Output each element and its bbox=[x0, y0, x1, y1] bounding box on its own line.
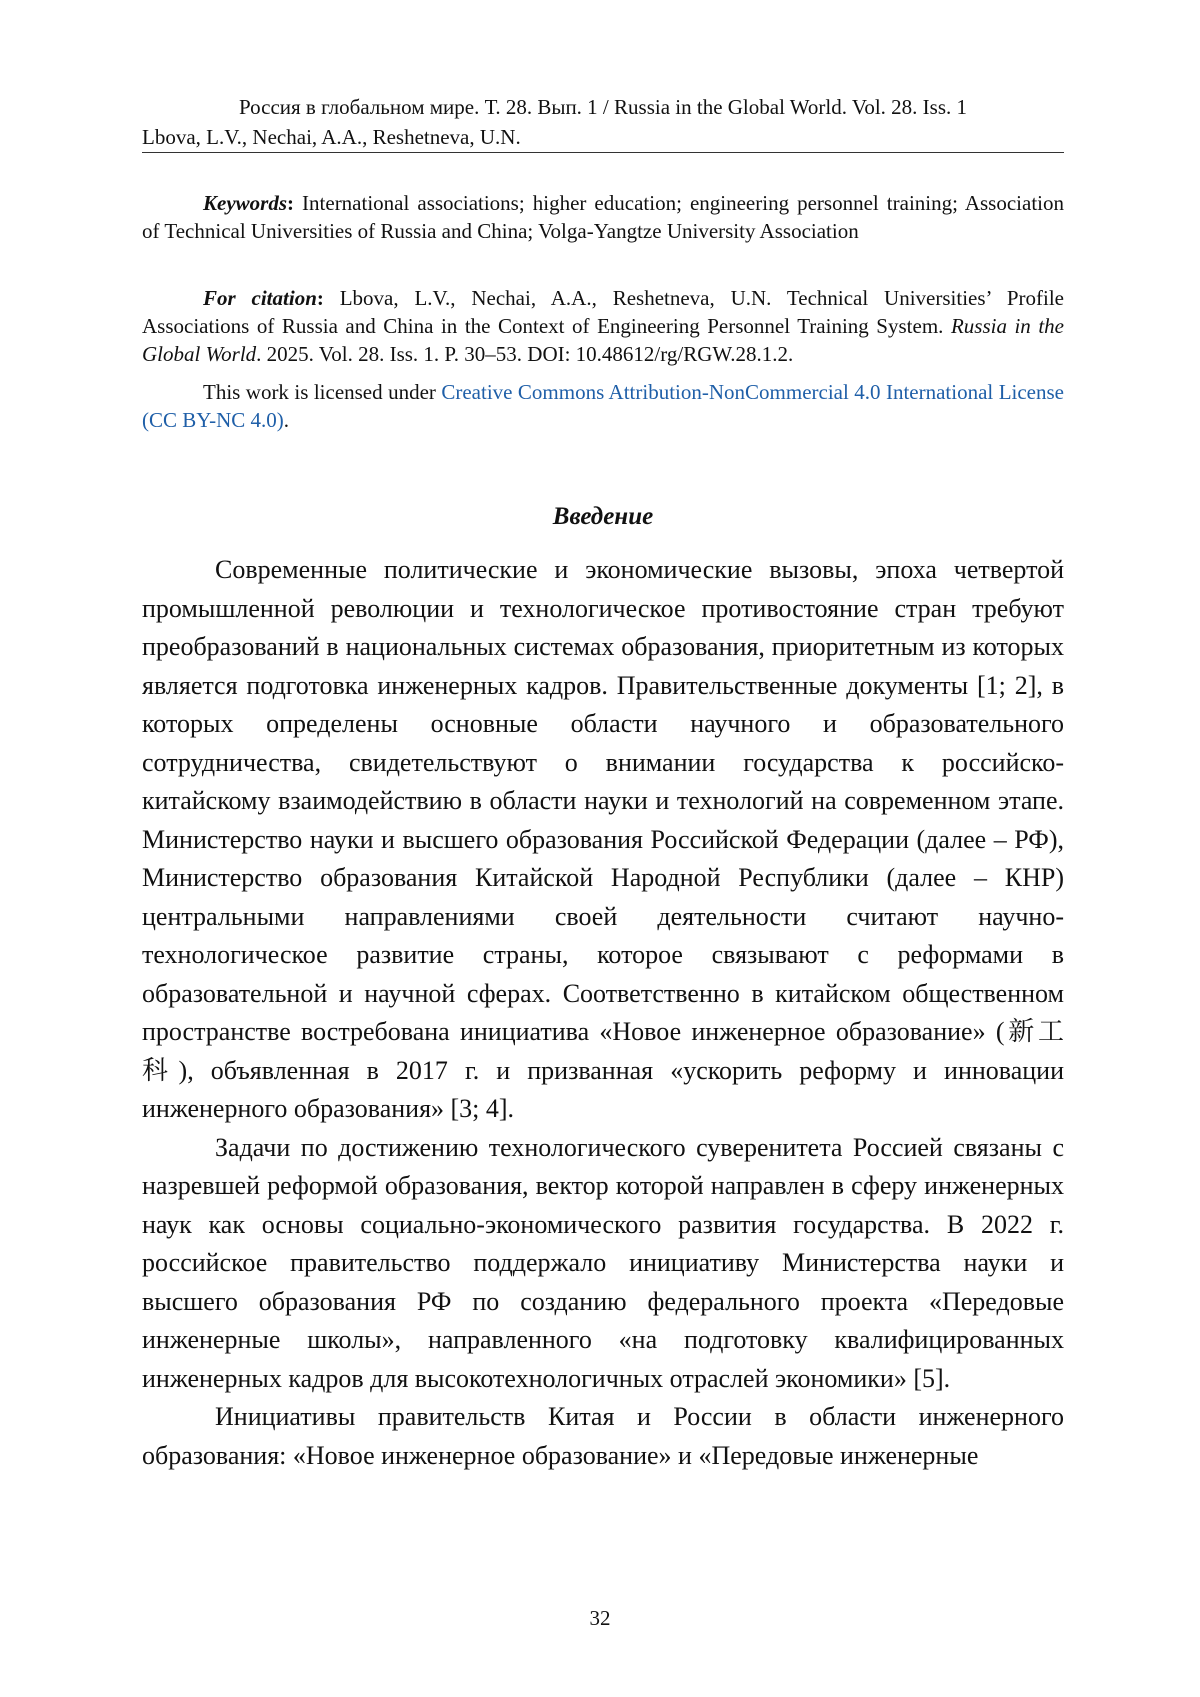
citation-label: For citation bbox=[203, 286, 317, 310]
running-head-authors: Lbova, L.V., Nechai, A.A., Reshetneva, U.N. bbox=[142, 125, 521, 149]
citation-colon: : bbox=[316, 286, 324, 310]
running-head bbox=[142, 92, 1064, 152]
keywords-block bbox=[142, 189, 1064, 245]
header-divider bbox=[142, 152, 1064, 153]
keywords-colon: : bbox=[287, 191, 294, 215]
section-title: Введение bbox=[552, 503, 654, 530]
page-number: 32 bbox=[589, 1606, 611, 1630]
citation-details: . 2025. Vol. 28. Iss. 1. P. 30–53. DOI: 10.48612/rg/RGW.28.1.2. bbox=[256, 342, 794, 366]
paragraph: Инициативы правительств Китая и России в области инженерного образования: «Новое инженерное образование» и «Передовые инженерные bbox=[142, 1402, 1064, 1470]
citation-text: Lbova, L.V., Nechai, A.A., Reshetneva, U.N. Technical Universities’ Profile Associations of Russia and China in the Context of Engineering Personnel Training System. bbox=[142, 286, 1064, 338]
license-link[interactable]: Creative Commons Attribution-NonCommercial 4.0 International License (CC BY-NC 4.0) bbox=[142, 380, 1064, 432]
citation-journal: Russia in the Global World bbox=[142, 314, 1064, 366]
citation-block bbox=[142, 284, 1064, 368]
running-head-journal: Россия в глобальном мире. Т. 28. Вып. 1 / Russia in the Global World. Vol. 28. Iss. 1 bbox=[238, 95, 968, 119]
license-period: . bbox=[283, 408, 290, 432]
license-block bbox=[142, 378, 1064, 434]
license-text: This work is licensed under bbox=[203, 380, 442, 404]
keywords-label: Keywords bbox=[203, 191, 287, 215]
body-text bbox=[142, 551, 1064, 1475]
keywords-text: International associations; higher education; engineering personnel training; Association of Technical Universities of Russia and China; Volga-Yangtze University Association bbox=[142, 191, 1064, 243]
paragraph: Современные политические и экономические вызовы, эпоха четвертой промышленной революции и технологическое противостояние стран требуют преобразований в национальных системах образования, приоритетным из которых является подготовка инженерных кадров. Правительственные документы [1; 2], в которых определены основные области научного и образовательного сотрудничества, свидетельствуют о внимании государства к российско-китайскому взаимодействию в области науки и технологий на современном этапе. Министерство науки и высшего образования Российской Федерации (далее – РФ), Министерство образования Китайской Народной Республики (далее – КНР) центральными направлениями своей деятельности считают научно-технологическое развитие страны, которое связывают с реформами в образовательной и научной сферах. Соответственно в китайском общественном пространстве востребована инициатива «Новое инженерное образование» (新工科), объявленная в 2017 г. и призванная «ускорить реформу и инновации инженерного образования» [3; 4]. bbox=[142, 555, 1064, 1123]
paragraph: Задачи по достижению технологического суверенитета Россией связаны с назревшей реформой образования, вектор которой направлен в сферу инженерных наук как основы социально-экономического развития государства. В 2022 г. российское правительство поддержало инициативу Министерства науки и высшего образования РФ по созданию федерального проекта «Передовые инженерные школы», направленного «на подготовку квалифицированных инженерных кадров для высокотехнологичных отраслей экономики» [5]. bbox=[142, 1132, 1064, 1393]
